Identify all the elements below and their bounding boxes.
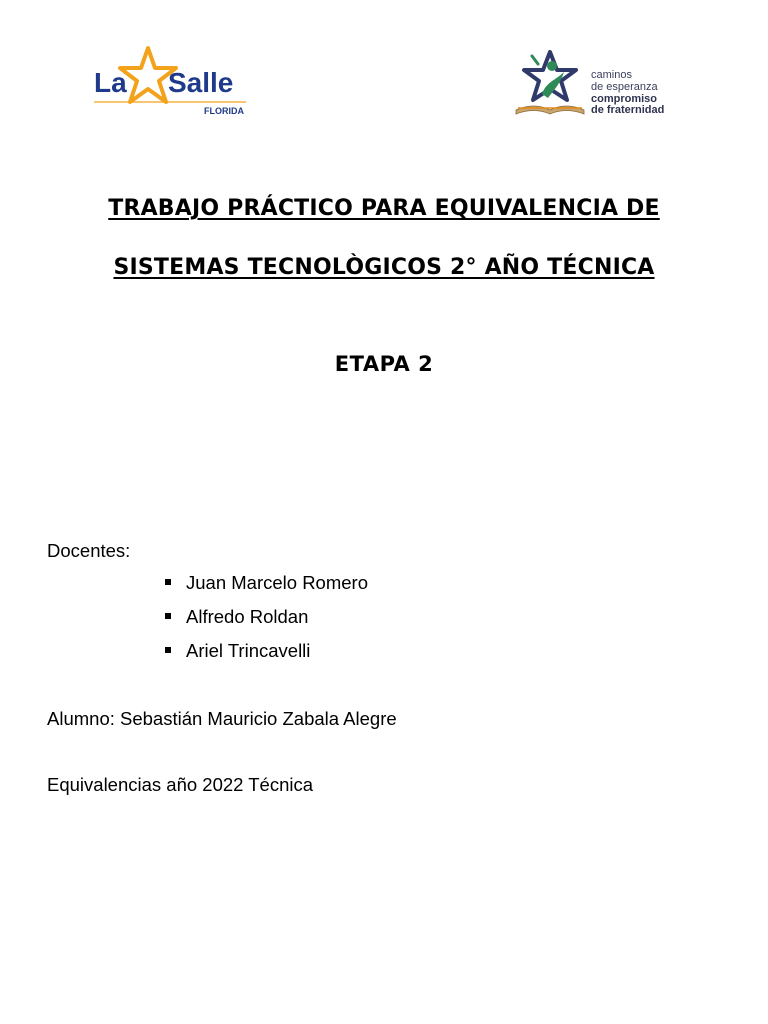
square-bullet-icon [165,647,171,653]
square-bullet-icon [165,579,171,585]
document-title-line-2: SISTEMAS TECNOLÒGICOS 2° AÑO TÉCNICA [113,255,655,280]
la-salle-logo-graphic [92,44,252,118]
star-book-icon [512,44,592,118]
student-line: Alumno: Sebastián Mauricio Zabala Alegre [47,708,397,729]
logo-text-florida: FLORIDA [204,106,244,116]
square-bullet-icon [165,613,171,619]
teacher-name: Juan Marcelo Romero [186,572,368,593]
logo-tagline-2: de esperanza [591,81,658,93]
teacher-name: Ariel Trincavelli [186,640,311,661]
la-salle-logo [92,44,252,118]
stage-heading: ETAPA 2 [334,352,434,376]
logo-text-salle: Salle [168,67,234,98]
equivalencias-line: Equivalencias año 2022 Técnica [47,774,314,795]
teacher-name: Alfredo Roldan [186,606,309,627]
caminos-de-esperanza-logo [512,44,680,118]
logo-tagline-4: de fraternidad [591,104,665,116]
docentes-label: Docentes: [47,540,131,561]
logo-tagline-1: caminos [591,69,632,81]
logo-text-la: La [94,67,127,98]
logo-tagline-3: compromiso [591,93,658,105]
document-title-line-1: TRABAJO PRÁCTICO PARA EQUIVALENCIA DE [108,196,660,221]
